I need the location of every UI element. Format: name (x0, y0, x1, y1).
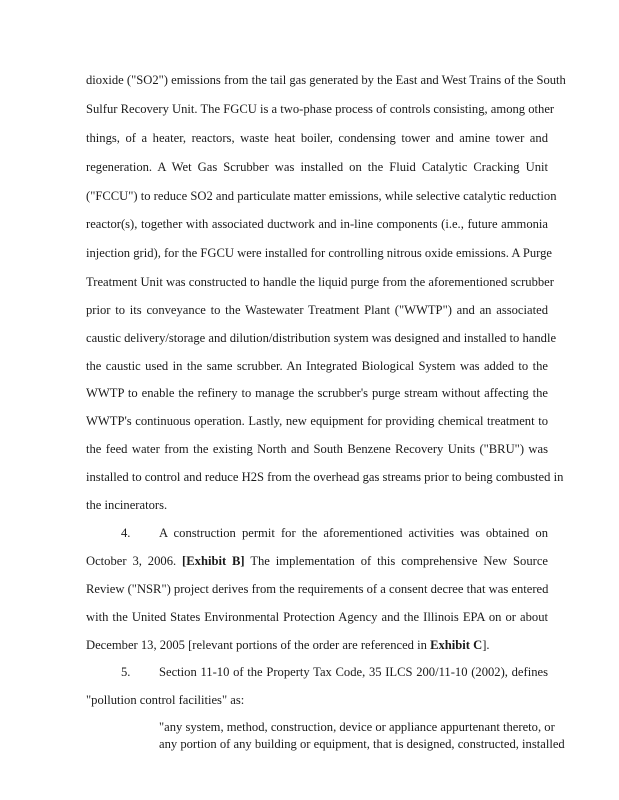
paragraph-line: WWTP's continuous operation. Lastly, new equipment for providing chemical treatment to (86, 414, 548, 428)
paragraph-text: The implementation of this comprehensive New Source (250, 554, 548, 568)
paragraph-line: things, of a heater, reactors, waste heat boiler, condensing tower and amine tower and (86, 131, 548, 145)
exhibit-reference: [Exhibit B] (182, 554, 245, 568)
paragraph-line: prior to its conveyance to the Wastewater Treatment Plant ("WWTP") and an associated (86, 303, 548, 317)
paragraph-line: the incinerators. (86, 498, 168, 512)
block-quote-line: "any system, method, construction, device or appliance appurtenant thereto, or (159, 720, 555, 734)
paragraph-line: caustic delivery/storage and dilution/distribution system was designed and installed to handle (86, 331, 557, 345)
block-quote-line: any portion of any building or equipment, that is designed, constructed, installed (159, 737, 565, 751)
paragraph-line: the caustic used in the same scrubber. An Integrated Biological System was added to the (86, 359, 548, 373)
paragraph-line (86, 553, 548, 569)
paragraph-line: "pollution control facilities" as: (86, 693, 245, 707)
exhibit-reference: Exhibit C (430, 638, 483, 652)
paragraph-line: regeneration. A Wet Gas Scrubber was installed on the Fluid Catalytic Cracking Unit (86, 160, 548, 174)
paragraph-line: Sulfur Recovery Unit. The FGCU is a two-phase process of controls consisting, among other (86, 102, 555, 116)
paragraph-text: December 13, 2005 [relevant portions of the order are referenced in (86, 638, 427, 652)
paragraph-line: dioxide ("SO2") emissions from the tail gas generated by the East and West Trains of the South (86, 73, 566, 87)
paragraph-line: ("FCCU") to reduce SO2 and particulate matter emissions, while selective catalytic reduction (86, 189, 557, 203)
paragraph-text: October 3, 2006. (86, 554, 177, 568)
paragraph-line: Section 11-10 of the Property Tax Code, 35 ILCS 200/11-10 (2002), defines (159, 665, 548, 679)
paragraph-line: installed to control and reduce H2S from the overhead gas streams prior to being combusted in (86, 470, 564, 484)
paragraph-number: 4. (121, 526, 131, 540)
paragraph-line: WWTP to enable the refinery to manage the scrubber's purge stream without affecting the (86, 386, 548, 400)
paragraph-line: A construction permit for the aforementioned activities was obtained on (159, 526, 548, 540)
paragraph-line: the feed water from the existing North and South Benzene Recovery Units ("BRU") was (86, 442, 548, 456)
paragraph-line (86, 637, 548, 653)
paragraph-line: Review ("NSR") project derives from the requirements of a consent decree that was entered (86, 582, 549, 596)
paragraph-line: reactor(s), together with associated ductwork and in-line components (i.e., future ammonia (86, 217, 548, 231)
paragraph-line: injection grid), for the FGCU were installed for controlling nitrous oxide emissions. A Purge (86, 246, 553, 260)
paragraph-line: Treatment Unit was constructed to handle the liquid purge from the aforementioned scrubber (86, 275, 554, 289)
paragraph-number: 5. (121, 665, 131, 679)
paragraph-line: with the United States Environmental Protection Agency and the Illinois EPA on or about (86, 610, 548, 624)
paragraph-text: ]. (482, 638, 490, 652)
